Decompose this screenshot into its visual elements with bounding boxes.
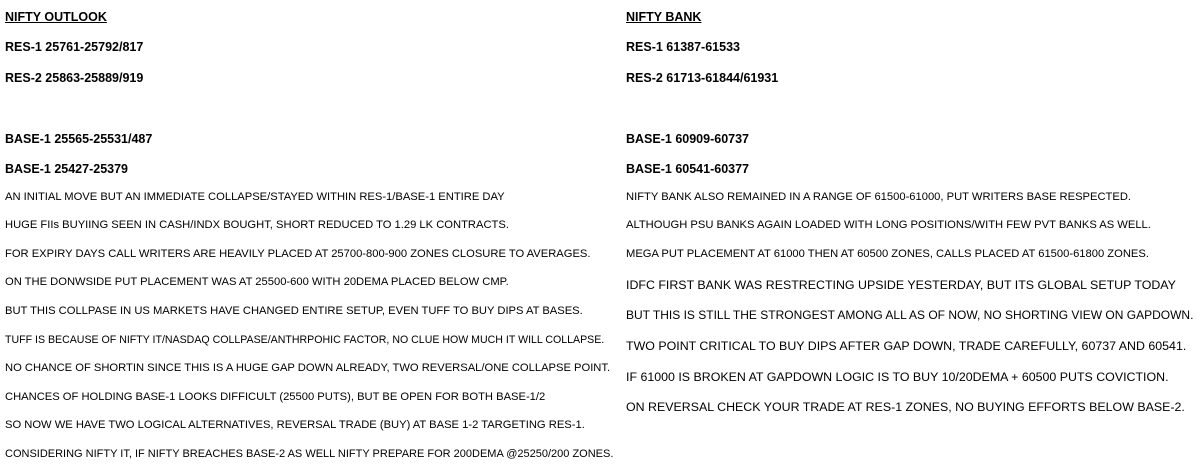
nifty-res-2: RES-2 25863-25889/919 [5,71,144,85]
nifty-note: CHANCES OF HOLDING BASE-1 LOOKS DIFFICULT (25500 PUTS), BUT BE OPEN FOR BOTH BASE-1/2 [5,391,546,403]
bank-res-1: RES-1 61387-61533 [626,40,740,54]
bank-note: NIFTY BANK ALSO REMAINED IN A RANGE OF 61500-61000, PUT WRITERS BASE RESPECTED. [626,191,1132,203]
bank-note: MEGA PUT PLACEMENT AT 61000 THEN AT 60500 ZONES, CALLS PLACED AT 61500-61800 ZONES. [626,248,1149,260]
nifty-note: AN INITIAL MOVE BUT AN IMMEDIATE COLLAPSE/STAYED WITHIN RES-1/BASE-1 ENTIRE DAY [5,191,505,203]
nifty-note: ON THE DONWSIDE PUT PLACEMENT WAS AT 25500-600 WITH 20DEMA PLACED BELOW CMP. [5,276,509,288]
nifty-note: CONSIDERING NIFTY IT, IF NIFTY BREACHES BASE-2 AS WELL NIFTY PREPARE FOR 200DEMA @25250/200 ZONES. [5,448,614,460]
bank-note: IDFC FIRST BANK WAS RESTRECTING UPSIDE YESTERDAY, BUT ITS GLOBAL SETUP TODAY [626,278,1176,292]
bank-note: BUT THIS IS STILL THE STRONGEST AMONG ALL AS OF NOW, NO SHORTING VIEW ON GAPDOWN. [626,308,1194,322]
nifty-note: BUT THIS COLLPASE IN US MARKETS HAVE CHANGED ENTIRE SETUP, EVEN TUFF TO BUY DIPS AT BASES. [5,305,583,317]
nifty-base-1-second: BASE-1 25427-25379 [5,162,128,176]
nifty-note: FOR EXPIRY DAYS CALL WRITERS ARE HEAVILY PLACED AT 25700-800-900 ZONES CLOSURE TO AVERAGES. [5,248,591,260]
bank-base-1-first: BASE-1 60909-60737 [626,132,749,146]
bank-res-2: RES-2 61713-61844/61931 [626,71,779,85]
bank-note: ON REVERSAL CHECK YOUR TRADE AT RES-1 ZONES, NO BUYING EFFORTS BELOW BASE-2. [626,400,1185,414]
nifty-note: NO CHANCE OF SHORTIN SINCE THIS IS A HUGE GAP DOWN ALREADY, TWO REVERSAL/ONE COLLAPSE POINT. [5,362,611,374]
bank-base-1-second: BASE-1 60541-60377 [626,162,749,176]
nifty-bank-heading: NIFTY BANK [626,10,702,24]
nifty-outlook-heading: NIFTY OUTLOOK [5,10,107,24]
nifty-res-1: RES-1 25761-25792/817 [5,40,144,54]
nifty-note: HUGE FIIs BUYIING SEEN IN CASH/INDX BOUGHT, SHORT REDUCED TO 1.29 LK CONTRACTS. [5,219,509,231]
nifty-note: TUFF IS BECAUSE OF NIFTY IT/NASDAQ COLLPASE/ANTHRPOHIC FACTOR, NO CLUE HOW MUCH IT WILL COLLAPSE. [5,334,605,346]
bank-note: IF 61000 IS BROKEN AT GAPDOWN LOGIC IS TO BUY 10/20DEMA + 60500 PUTS COVICTION. [626,370,1169,384]
bank-note: ALTHOUGH PSU BANKS AGAIN LOADED WITH LONG POSITIONS/WITH FEW PVT BANKS AS WELL. [626,219,1151,231]
bank-note: TWO POINT CRITICAL TO BUY DIPS AFTER GAP DOWN, TRADE CAREFULLY, 60737 AND 60541. [626,339,1187,353]
nifty-base-1-first: BASE-1 25565-25531/487 [5,132,153,146]
nifty-note: SO NOW WE HAVE TWO LOGICAL ALTERNATIVES, REVERSAL TRADE (BUY) AT BASE 1-2 TARGETING RES-1. [5,419,585,431]
